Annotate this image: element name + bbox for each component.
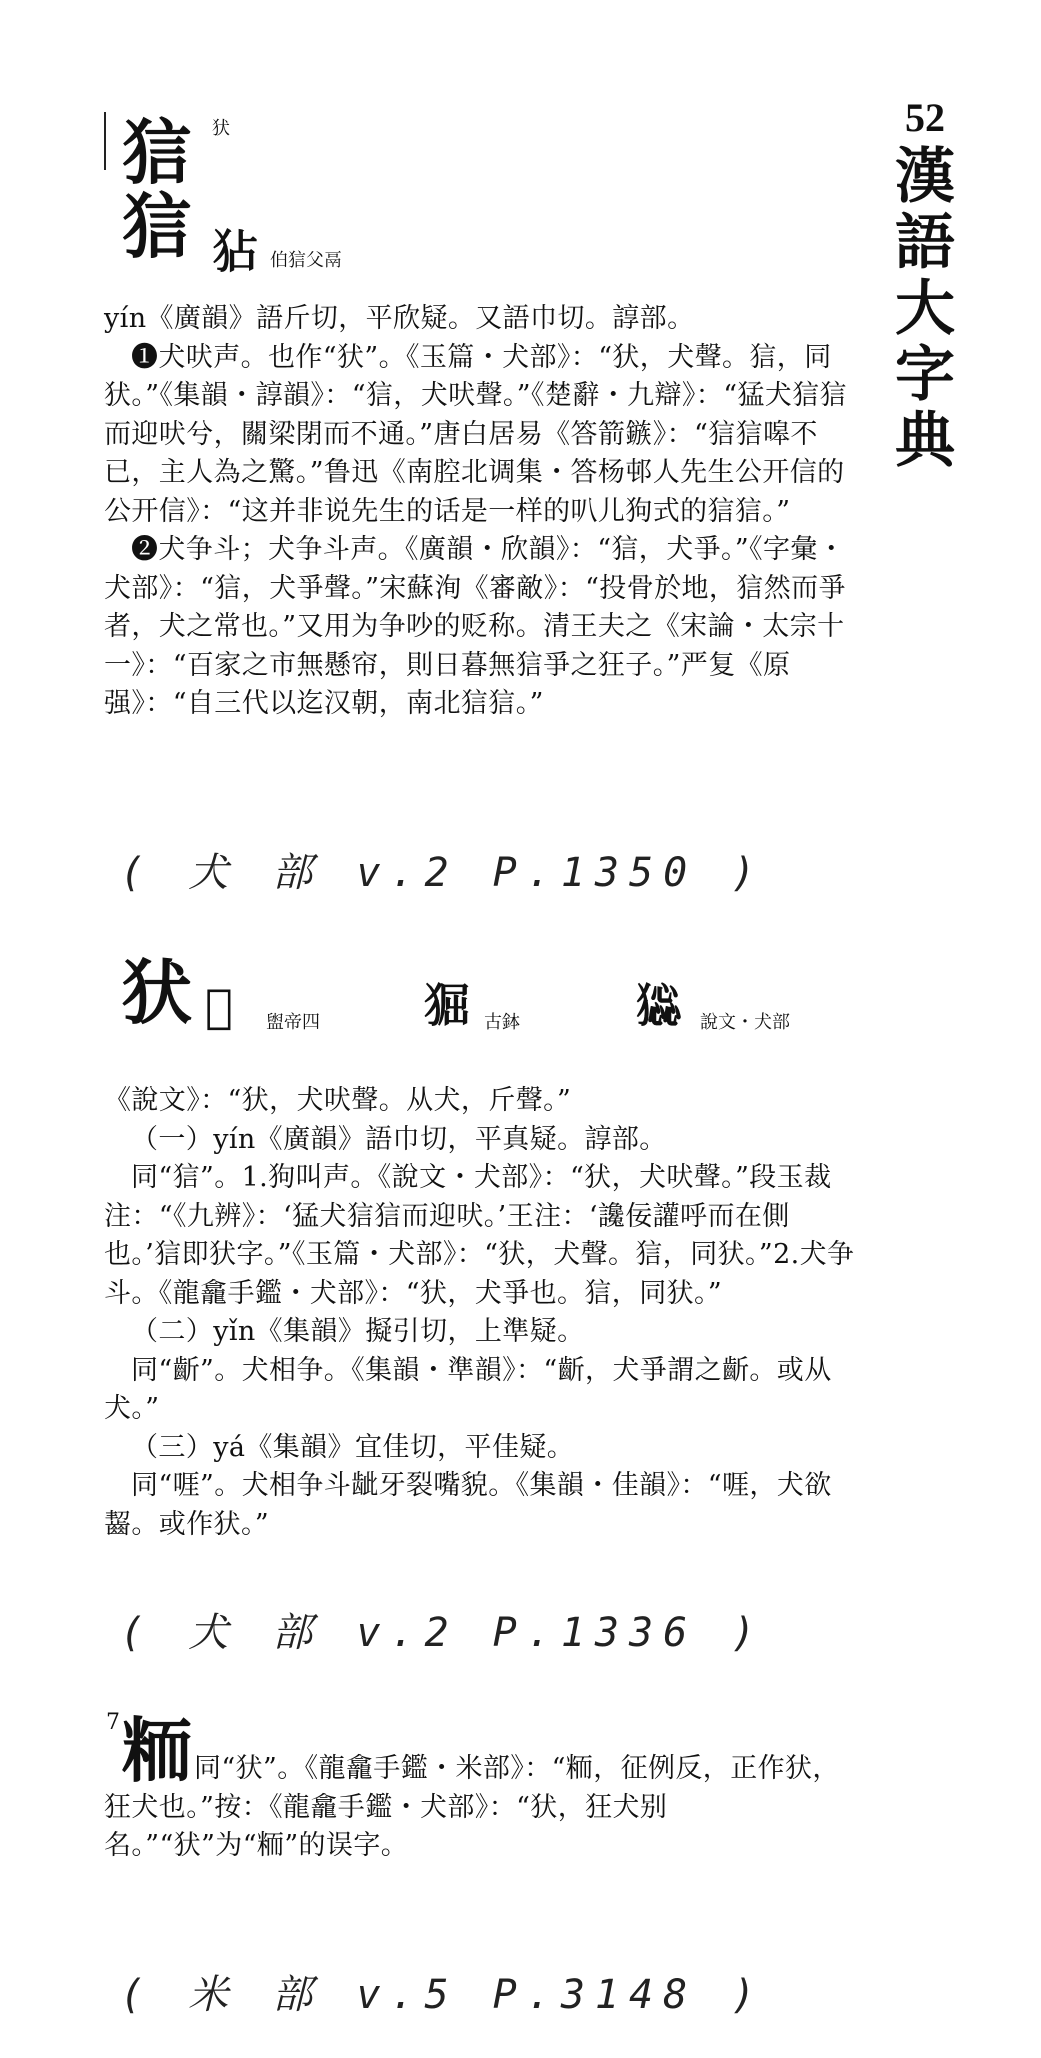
entry1-headword: 狺 [122, 111, 192, 194]
entry1-body [104, 300, 864, 724]
entry1-margin-mark [104, 112, 106, 170]
entry2-glyph-2: 𤟎 [424, 979, 470, 1033]
entry1-pronunciation: yín《廣韻》語斤切，平欣疑。又語巾切。諄部。 [104, 303, 695, 334]
title-char-1: 漢 [895, 142, 955, 212]
entry2-reading-2-pron: （二）yǐn《集韻》擬引切，上準疑。 [131, 1316, 585, 1347]
entry2-citation-handwritten: ( 犬 部 v.2 P.1336 ) [120, 1610, 766, 1656]
entry3-headword: 粫 [122, 1709, 192, 1792]
entry1-citation-handwritten: ( 犬 部 v.2 P.1350 ) [120, 850, 766, 896]
title-char-4: 字 [895, 340, 955, 410]
dictionary-title [880, 92, 970, 474]
entry1-sense-2: ❷犬争斗；犬争斗声。《廣韻・欣韻》：“狺，犬爭。”《字彙・犬部》：“狺，犬爭聲。”宋蘇洵《審敵》：“投骨於地，狺然而爭者，犬之常也。”又用为争吵的贬称。清王夫之《宋論・太宗十一》：“百家之市無懸帘，則日暮無狺爭之狂子。”严复《原强》：“自三代以迄汉朝，南北狺狺。” [104, 534, 846, 719]
title-char-3: 大 [895, 274, 955, 344]
entry3-citation-handwritten: ( 米 部 v.5 P.3148 ) [120, 1972, 766, 2018]
entry1-seal-label: 伯狺父鬲 [270, 250, 342, 271]
entry2-reading-1-pron: （一）yín《廣韻》語巾切，平真疑。諄部。 [131, 1123, 667, 1155]
entry2-shuowen: 《說文》：“犾，犬吠聲。从犬，斤聲。” [104, 1085, 572, 1116]
entry3-stroke-count: 7 [106, 1710, 120, 1735]
volume-number: 52 [905, 95, 945, 140]
entry1-sense-1: ❶犬吠声。也作“犾”。《玉篇・犬部》：“犾，犬聲。狺，同犾。”《集韻・諄韻》：“狺，犬吠聲。”《楚辭・九辯》：“猛犬狺狺而迎吠兮，關梁閉而不通。”唐白居易《答箭鏃》：“狺狺嗥不已，主人為之驚。”鲁迅《南腔北调集・答杨邨人先生公开信的公开信》：“这并非说先生的话是一样的叭儿狗式的狺狺。” [104, 341, 848, 527]
entry2-body [104, 1082, 864, 1544]
entry2-glyph-2-label: 古鉢 [484, 1012, 520, 1033]
title-char-5: 典 [895, 406, 955, 476]
entry3-definition: 同“犾”。《龍龕手鑑・米部》：“粫，征例反，正作犾，狂犬也。”按：《龍龕手鑑・犬部》：“犾，狂犬别名。”“犾”为“粫”的误字。 [104, 1753, 840, 1861]
entry2-reading-3-pron: （三）yá《集韻》宜佳切，平佳疑。 [131, 1431, 575, 1463]
entry2-glyph-3-label: 說文・犬部 [700, 1012, 790, 1033]
entry2-glyph-1-label: 盥帝四 [266, 1012, 320, 1033]
entry2-glyph-3: 𤡧 [636, 979, 682, 1033]
title-char-2: 語 [895, 208, 955, 278]
entry2-reading-2-def: 同“齗”。犬相争。《集韻・準韻》：“齗，犬爭謂之齗。或从犬。” [104, 1354, 832, 1424]
entry1-headword-form: 狺 [122, 185, 192, 268]
entry2-reading-1-def: 同“狺”。1.狗叫声。《說文・犬部》：“犾，犬吠聲。”段玉裁注：“《九辨》：‘猛犬狺狺而迎吠。’王注：‘讒佞讙呼而在側也。’狺即犾字。”《玉篇・犬部》：“犾，犬聲。狺，同犾。”2.犬争斗。《龍龕手鑑・犬部》：“犾，犬爭也。狺，同犾。” [104, 1162, 855, 1309]
entry3-body [104, 1750, 864, 1866]
entry1-seal-glyph: 𤝓 [212, 225, 258, 279]
entry2-reading-3-def: 同“啀”。犬相争斗龇牙裂嘴貌。《集韻・佳韻》：“啀，犬欲齧。或作犾。” [104, 1470, 832, 1540]
entry2-glyph-1: 𤞷 [205, 979, 233, 1033]
entry1-variant: 犾 [212, 118, 230, 139]
entry2-headword: 犾 [122, 951, 192, 1034]
